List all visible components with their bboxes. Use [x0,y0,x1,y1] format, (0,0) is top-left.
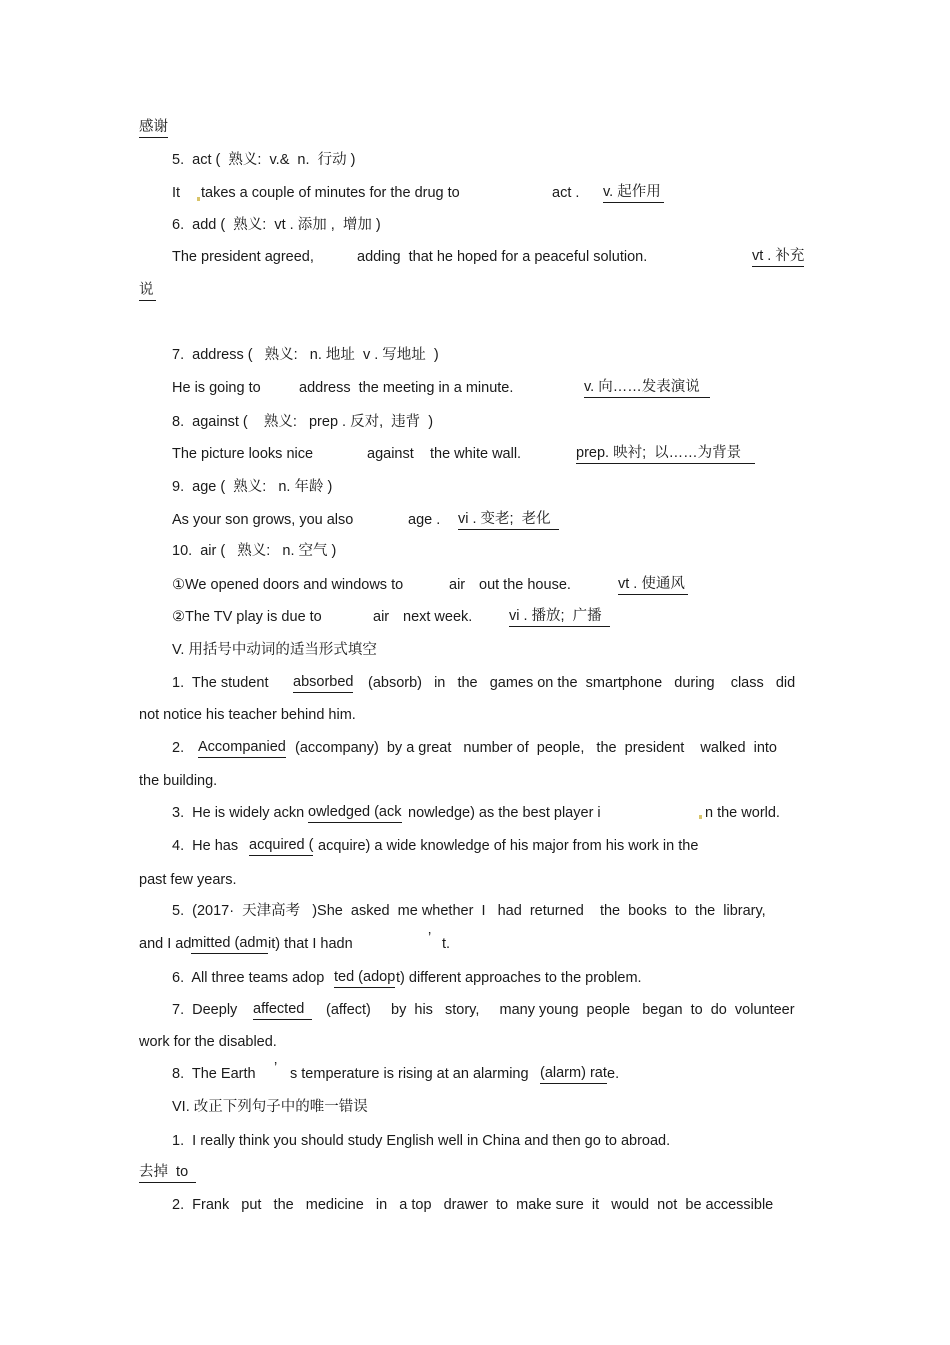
sentence-start: ②The TV play is due to [172,609,322,625]
sentence-rest: out the house. [479,577,571,593]
sentence-rest: next week. [403,609,473,625]
exercise-5 [0,901,950,921]
answer-blank: prep. 映衬; 以……为背景 [576,444,755,464]
question-start: 8. The Earth [172,1066,256,1082]
exercise-7-cont [0,1032,950,1052]
question-end: e. [607,1066,620,1082]
exercise-1-cont [0,705,950,725]
exercise-1 [0,673,950,693]
sentence-start: The picture looks nice [172,446,314,462]
answer-blank: vi . 变老; 老化 [458,510,559,530]
answer-blank: owledged (ack [308,803,402,823]
exercise-3 [0,803,950,823]
vocab-heading-act [0,150,950,170]
sentence-rest: address the meeting in a minute. [299,380,514,396]
question-text: 1. I really think you should study English well in China and then go to abroad. [172,1133,671,1149]
vocab-heading-air [0,541,950,561]
exercise-8 [0,1060,950,1084]
question-start: 6. All three teams adop [172,970,325,986]
answer-blank: affected [253,1000,312,1020]
answer-blank: (alarm) rat [540,1064,607,1084]
section-heading: VI. 改正下列句子中的唯一错误 [172,1099,368,1115]
target-word: age . [408,512,441,528]
exercise-2-cont [0,771,950,791]
answer-blank: v. 起作用 [603,183,664,203]
answer-blank: ted (adop [334,968,395,988]
question-rest: t) different approaches to the problem. [396,970,642,986]
example-against [0,444,950,464]
question-rest: acquire) a wide knowledge of his major from his work in the [318,838,699,854]
heading-text: 9. age ( 熟义: n. 年龄 ) [172,479,333,495]
target-word: act . [552,185,580,201]
vocab-heading-add [0,215,950,235]
answer-blank: 去掉 to [139,1163,196,1183]
answer-blank: absorbed [293,673,353,693]
question-cont: work for the disabled. [139,1034,277,1050]
question-rest: (absorb) in the games on the smartphone during class did [368,675,796,691]
answer-blank: vi . 播放; 广播 [509,607,610,627]
question-start: 7. Deeply [172,1002,238,1018]
answer-blank: vt . 使通风 [618,575,688,595]
question-rest: (affect) by his story, many young people began to do volunteer [326,1002,795,1018]
sentence-start: He is going to [172,380,261,396]
question-cont: past few years. [139,872,237,888]
question-text: 2. Frank put the medicine in a top drawer to make sure it would not be accessible [172,1197,774,1213]
answer-blank: 说 [139,281,156,301]
question-start: 3. He is widely ackn [172,805,305,821]
heading-text: 10. air ( 熟义: n. 空气 ) [172,543,337,559]
target-word: against [367,446,414,462]
correction-1 [0,1131,950,1151]
exercise-4-cont [0,870,950,890]
question-start: 4. He has [172,838,243,854]
heading-text: 8. against ( 熟义: prep . 反对, 违背 ) [172,414,434,430]
question-start: 1. The student [172,675,269,691]
heading-text: 6. add ( 熟义: vt . 添加 , 增加 ) [172,217,381,233]
question-rest: it) that I hadn [268,936,353,952]
sentence-start: As your son grows, you also [172,512,354,528]
marker-dot [197,197,200,201]
sentence-start: It [172,185,181,201]
answer-blank: v. 向……发表演说 [584,378,710,398]
sentence-start: The president agreed, [172,249,314,265]
example-age [0,510,950,530]
section-vi-title [0,1097,950,1117]
example-air-2 [0,607,950,627]
example-address [0,378,950,398]
exercise-7 [0,1000,950,1020]
sentence-middle: takes a couple of minutes for the drug to [201,185,460,201]
heading-text: 7. address ( 熟义: n. 地址 v . 写地址 ) [172,347,439,363]
question-start: 2. [172,740,185,756]
correction-1-answer [0,1163,950,1183]
question-rest: (accompany) by a great number of people, the president walked into [295,740,777,756]
example-add [0,247,950,267]
example-act [0,183,950,203]
marker-dot [699,815,702,819]
target-word: air [449,577,466,593]
question-end: n the world. [705,805,780,821]
question-start: and I ad [139,936,192,952]
question-middle: s temperature is rising at an alarming [290,1066,533,1082]
vocab-heading-against [0,412,950,432]
apostrophe: ’ [274,1060,278,1076]
sentence-start: ①We opened doors and windows to [172,577,404,593]
question-end: t. [442,936,451,952]
section-v-title [0,640,950,660]
exercise-5-cont [0,930,950,954]
vocab-heading-address [0,345,950,365]
sentence-rest: adding that he hoped for a peaceful solution. [357,249,648,265]
answer-blank: mitted (adm [191,934,268,954]
vocab-heading-age [0,477,950,497]
answer-blank: Accompanied [198,738,286,758]
question-cont: the building. [139,773,218,789]
line-thanks [0,118,950,138]
apostrophe: ’ [428,930,432,946]
question-cont: not notice his teacher behind him. [139,707,356,723]
sentence-rest: the white wall. [430,446,522,462]
target-word: air [373,609,390,625]
answer-blank: vt . 补充 [752,247,804,267]
example-add-cont [0,281,950,301]
question-start: 5. (2017· 天津高考 )She asked me whether I had returned the books to the library, [172,903,766,919]
example-air-1 [0,575,950,595]
exercise-4 [0,836,950,856]
exercise-6 [0,968,950,988]
exercise-2 [0,738,950,758]
answer-blank: 感谢 [139,118,168,138]
heading-text: 5. act ( 熟义: v.& n. 行动 ) [172,152,356,168]
answer-blank: acquired ( [249,836,313,856]
section-heading: V. 用括号中动词的适当形式填空 [172,642,377,658]
question-rest: nowledge) as the best player i [408,805,601,821]
correction-2 [0,1195,950,1215]
